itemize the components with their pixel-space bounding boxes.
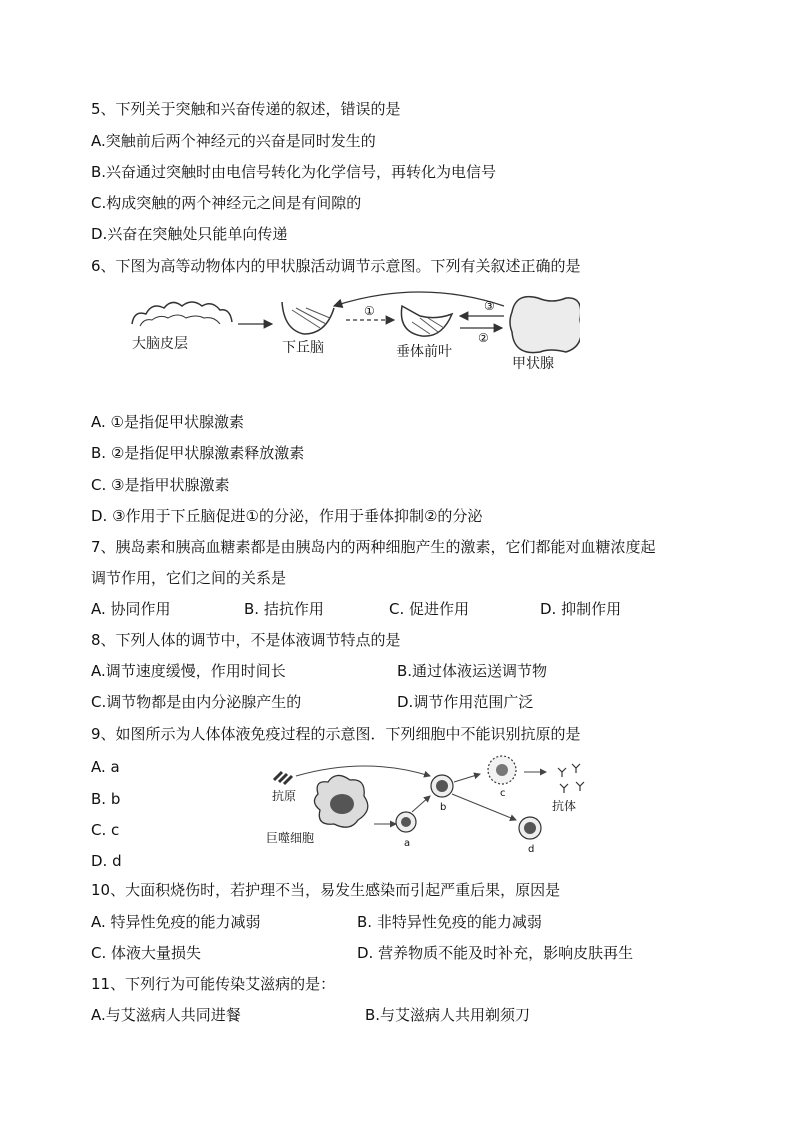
q8-option-d: D.调节作用范围广泛: [397, 693, 534, 711]
label-hypothalamus: 下丘脑: [282, 340, 324, 356]
question-8-stem: 8、下列人体的调节中，不是体液调节特点的是: [91, 631, 401, 649]
q11-option-b: B.与艾滋病人共用剃须刀: [365, 1006, 531, 1024]
antigen-shape: [274, 772, 292, 784]
q6-option-b: B. ②是指促甲状腺激素释放激素: [91, 444, 305, 462]
q8-option-a: A.调节速度缓慢，作用时间长: [91, 662, 286, 680]
arrow-3-hyp: [334, 292, 504, 306]
question-5-stem: 5、下列关于突触和兴奋传递的叙述，错误的是: [91, 100, 401, 118]
label-cortex: 大脑皮层: [132, 336, 188, 352]
q6-option-a: A. ①是指促甲状腺激素: [91, 413, 244, 431]
q7-option-b: B. 拮抗作用: [244, 600, 324, 618]
label-antibody: 抗体: [552, 799, 577, 813]
q10-option-d: D. 营养物质不能及时补充，影响皮肤再生: [357, 944, 634, 962]
question-9-stem: 9、如图所示为人体体液免疫过程的示意图．下列细胞中不能识别抗原的是: [91, 725, 581, 743]
thyroid-regulation-figure: [120, 286, 580, 386]
mark-2: ②: [478, 331, 489, 345]
q8-option-c: C.调节物都是由内分泌腺产生的: [91, 693, 302, 711]
label-thyroid: 甲状腺: [512, 356, 554, 372]
q11-option-a: A.与艾滋病人共同进餐: [91, 1006, 241, 1024]
q10-option-b: B. 非特异性免疫的能力减弱: [357, 913, 542, 931]
question-7-stem-line2: 调节作用，它们之间的关系是: [91, 569, 287, 587]
antibody-shapes: [558, 764, 584, 793]
q8-option-b: B.通过体液运送调节物: [397, 662, 548, 680]
q7-option-a: A. 协同作用: [91, 600, 171, 618]
q5-option-d: D.兴奋在突触处只能单向传递: [91, 225, 288, 243]
q5-option-b: B.兴奋通过突触时由电信号转化为化学信号，再转化为电信号: [91, 163, 497, 181]
thyroid-shape: [510, 297, 580, 353]
q9-option-d: D. d: [91, 852, 122, 870]
label-pituitary: 垂体前叶: [396, 344, 452, 360]
label-antigen: 抗原: [272, 789, 297, 803]
q5-option-a: A.突触前后两个神经元的兴奋是同时发生的: [91, 132, 376, 150]
q10-option-c: C. 体液大量损失: [91, 944, 202, 962]
q7-option-c: C. 促进作用: [389, 600, 470, 618]
mark-3: ③: [484, 299, 495, 313]
q6-option-d: D. ③作用于下丘脑促进①的分泌，作用于垂体抑制②的分泌: [91, 507, 483, 525]
label-cell-d: d: [528, 844, 535, 854]
mark-1: ①: [364, 304, 375, 318]
q7-option-d: D. 抑制作用: [540, 600, 622, 618]
q9-option-a: A. a: [91, 758, 120, 776]
label-cell-a: a: [404, 838, 411, 849]
q6-option-c: C. ③是指甲状腺激素: [91, 476, 230, 494]
question-7-stem-line1: 7、胰岛素和胰高血糖素都是由胰岛内的两种细胞产生的激素，它们都能对血糖浓度起: [91, 538, 656, 556]
question-11-stem: 11、下列行为可能传染艾滋病的是：: [91, 975, 336, 993]
question-6-stem: 6、下图为高等动物体内的甲状腺活动调节示意图。下列有关叙述正确的是: [91, 257, 581, 275]
question-10-stem: 10、大面积烧伤时，若护理不当，易发生感染而引起严重后果，原因是: [91, 881, 561, 899]
label-cell-b: b: [440, 802, 447, 813]
humoral-immunity-figure: [266, 754, 596, 854]
label-cell-c: c: [500, 788, 506, 799]
q9-option-c: C. c: [91, 821, 120, 839]
q9-option-b: B. b: [91, 790, 121, 808]
q10-option-a: A. 特异性免疫的能力减弱: [91, 913, 261, 931]
q5-option-c: C.构成突触的两个神经元之间是有间隙的: [91, 194, 362, 212]
label-macrophage: 巨噬细胞: [266, 831, 315, 845]
hypothalamus-shape: [282, 302, 334, 334]
